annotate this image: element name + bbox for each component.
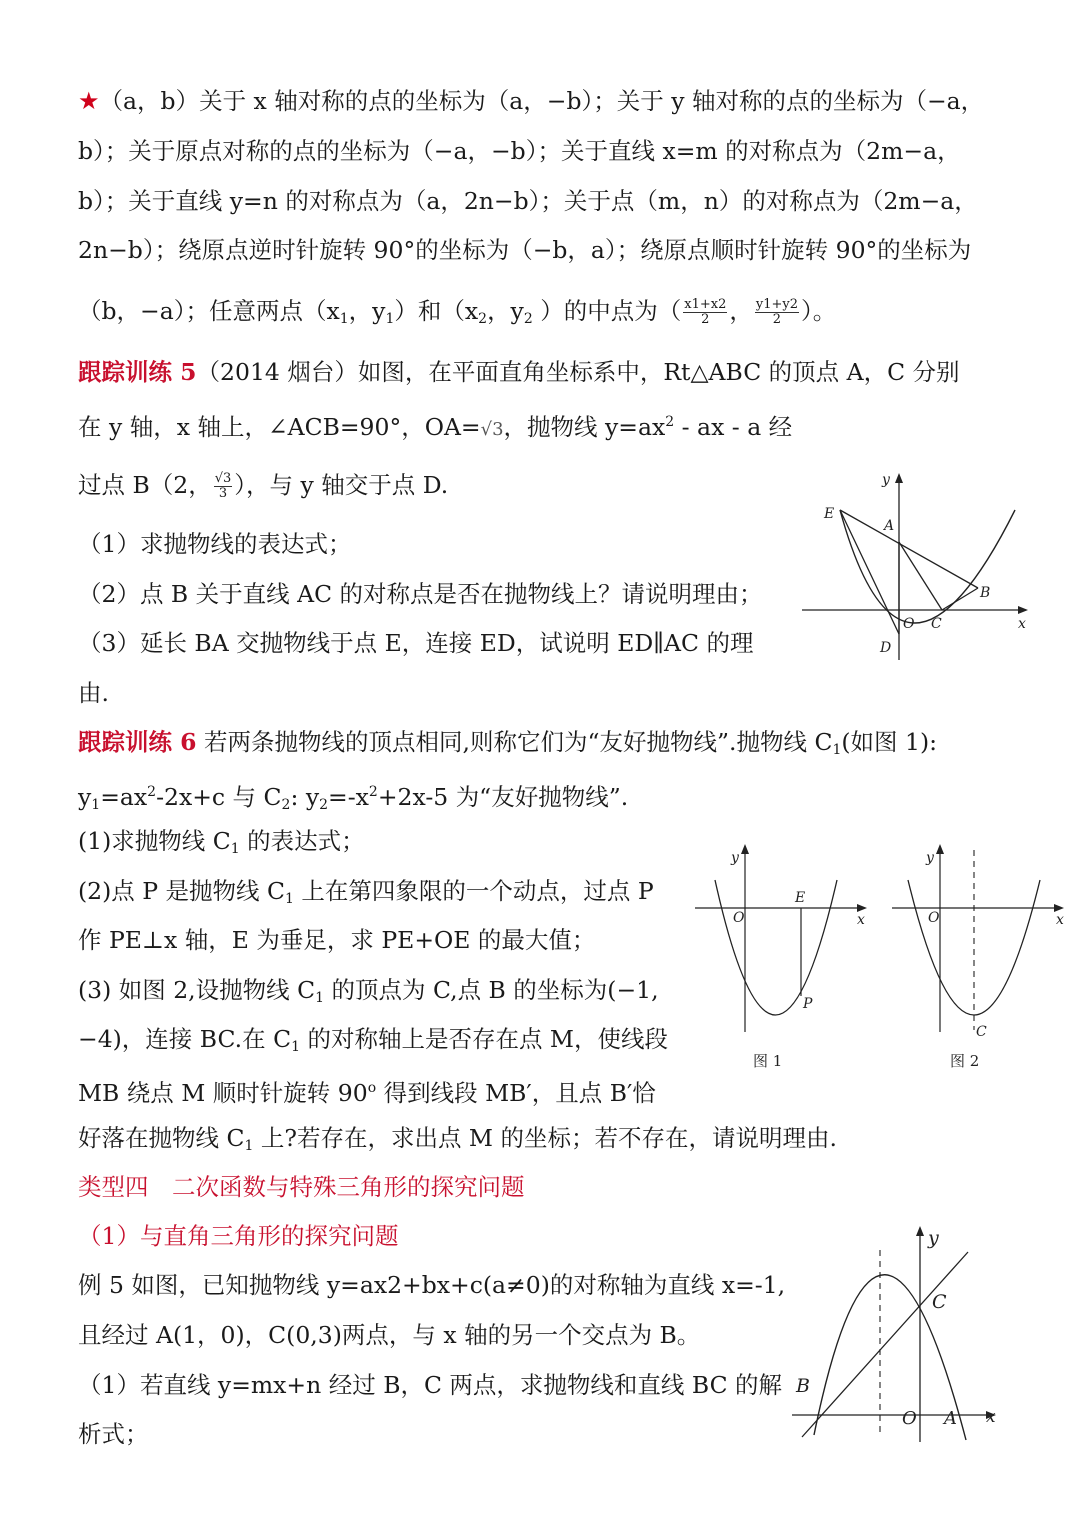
ex5-title: 跟踪训练 5 bbox=[78, 358, 197, 386]
svg-text:A: A bbox=[884, 518, 895, 534]
type4-title: 类型四 二次函数与特殊三角形的探究问题 bbox=[78, 1173, 525, 1201]
intro-line-4: 2n−b）；绕原点逆时针旋转 90°的坐标为（−b，a）；绕原点顺时针旋转 90°的坐标为 bbox=[78, 236, 972, 264]
ex6-title: 跟踪训练 6 bbox=[78, 728, 197, 756]
intro-line-1: ★（a，b）关于 x 轴对称的点的坐标为（a，−b）；关于 y 轴对称的点的坐标为（−a， bbox=[78, 87, 985, 115]
svg-text:C: C bbox=[931, 616, 942, 632]
intro-line-2: b）；关于原点对称的点的坐标为（−a，−b）；关于直线 x=m 的对称点为（2m−a， bbox=[78, 137, 961, 165]
type4-subtitle: （1）与直角三角形的探究问题 bbox=[78, 1222, 399, 1250]
svg-text:B: B bbox=[796, 1375, 810, 1397]
svg-text:y: y bbox=[731, 850, 739, 866]
intro-line-5: （b，−a）；任意两点（$x_1$，$y_1$）和（$x_2$，$y_2$ ）的中点为（ $\frac{x1+x2}{2}$ ， $\frac{y1+y2}{2}$ ）。 bbox=[78, 297, 837, 327]
ex6-q2-cont: 作 PE⊥x 轴，E 为垂足，求 PE+OE 的最大值； bbox=[78, 926, 596, 954]
svg-text:图 1: 图 1 bbox=[753, 1052, 783, 1070]
svg-text:x: x bbox=[986, 1407, 996, 1427]
star-icon: ★ bbox=[78, 87, 100, 115]
ex5-line-3: 过点 B（2， $\frac{√3}{3}$ ），与 y 轴交于点 D. bbox=[78, 471, 449, 501]
svg-text:B: B bbox=[980, 585, 991, 601]
midpoint-y-fraction: $\frac{y1+y2}{2}$ bbox=[755, 297, 798, 327]
ex6-line-2: $y_1=ax^2-2x+c$ 与 $C_2$: $y_2=-x^2+2x-5$ 为“友好抛物线”. bbox=[78, 783, 629, 813]
svg-text:C: C bbox=[976, 1024, 987, 1040]
ex5-figure bbox=[800, 470, 1035, 665]
ex6-q3-cont-3: 好落在抛物线 $C_1$ 上?若存在，求出点 M 的坐标；若不存在，请说明理由. bbox=[78, 1124, 837, 1154]
svg-text:O: O bbox=[903, 616, 915, 632]
svg-text:x: x bbox=[857, 912, 865, 928]
b-y-fraction: $\frac{√3}{3}$ bbox=[214, 471, 232, 501]
ex5-line-1: 跟踪训练 5（2014 烟台）如图，在平面直角坐标系中，Rt△ABC 的顶点 A，C 分别 bbox=[78, 358, 960, 386]
svg-text:P: P bbox=[803, 996, 813, 1012]
svg-text:E: E bbox=[824, 506, 835, 522]
svg-text:y: y bbox=[882, 472, 890, 488]
svg-text:D: D bbox=[880, 640, 892, 656]
ex6-q2: (2)点 P 是抛物线 $C_1$ 上在第四象限的一个动点，过点 P bbox=[78, 877, 654, 907]
midpoint-x-fraction: $\frac{x1+x2}{2}$ bbox=[684, 297, 727, 327]
svg-text:图 2: 图 2 bbox=[950, 1052, 980, 1070]
svg-text:O: O bbox=[733, 910, 745, 926]
ex5-line-2: 在 y 轴，x 轴上，∠ACB=90°，OA=√3，抛物线 $y=ax^2$ - ax - a 经 bbox=[78, 413, 793, 441]
ex5-q2: （2）点 B 关于直线 AC 的对称点是否在抛物线上？请说明理由； bbox=[78, 580, 763, 608]
svg-text:y: y bbox=[928, 1227, 939, 1249]
svg-text:E: E bbox=[795, 890, 806, 906]
example5-line-1: 例 5 如图，已知抛物线 y=ax2+bx+c(a≠0)的对称轴为直线 x=-1, bbox=[78, 1271, 786, 1299]
example5-figure bbox=[792, 1222, 1007, 1447]
example5-line-3: （1）若直线 y=mx+n 经过 B，C 两点，求抛物线和直线 BC 的解 bbox=[78, 1371, 783, 1399]
svg-text:O: O bbox=[902, 1408, 917, 1429]
example5-line-2: 且经过 A(1，0)，C(0,3)两点，与 x 轴的另一个交点为 B。 bbox=[78, 1321, 701, 1349]
svg-text:x: x bbox=[1056, 912, 1064, 928]
ex6-line-1: 跟踪训练 6 若两条抛物线的顶点相同,则称它们为“友好抛物线”.抛物线 $C_1$(如图 1): bbox=[78, 728, 938, 758]
svg-text:O: O bbox=[928, 910, 940, 926]
svg-text:A: A bbox=[944, 1408, 957, 1429]
svg-text:C: C bbox=[932, 1291, 947, 1313]
ex6-figure-1 bbox=[695, 840, 875, 1070]
ex6-q3: (3) 如图 2,设抛物线 $C_1$ 的顶点为 C,点 B 的坐标为(−1, bbox=[78, 976, 659, 1006]
svg-text:x: x bbox=[1018, 616, 1026, 632]
ex6-q1: (1)求抛物线 $C_1$ 的表达式； bbox=[78, 827, 365, 857]
example5-line-4: 析式； bbox=[78, 1420, 149, 1448]
ex6-q3-cont-1: −4)，连接 BC.在 $C_1$ 的对称轴上是否存在点 M，使线段 bbox=[78, 1025, 668, 1055]
ex5-q3-cont: 由. bbox=[78, 679, 109, 707]
ex6-figure-2 bbox=[890, 840, 1080, 1070]
intro-line-3: b）；关于直线 y=n 的对称点为（a，2n−b）；关于点（m，n）的对称点为（2m−a， bbox=[78, 187, 978, 215]
ex6-q3-cont-2: MB 绕点 M 顺时针旋转 90$^o$ 得到线段 MB′，且点 B′恰 bbox=[78, 1079, 656, 1107]
ex5-q3: （3）延长 BA 交抛物线于点 E，连接 ED，试说明 ED∥AC 的理 bbox=[78, 629, 754, 657]
ex5-q1: （1）求抛物线的表达式； bbox=[78, 530, 352, 558]
svg-text:y: y bbox=[926, 850, 934, 866]
